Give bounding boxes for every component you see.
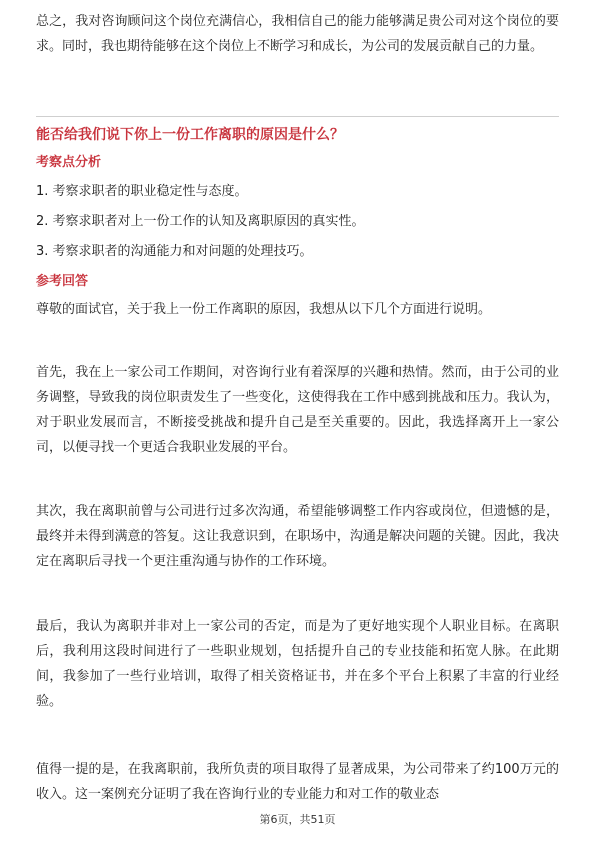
analysis-item-1: 1. 考察求职者的职业稳定性与态度。: [36, 184, 248, 199]
analysis-item-3: 3. 考察求职者的沟通能力和对问题的处理技巧。: [36, 244, 313, 259]
answer-paragraph-5: 值得一提的是，在我离职前，我所负责的项目取得了显著成果，为公司带来了约100万元的收入。这一案例充分证明了我在咨询行业的专业能力和对工作的敬业态: [36, 762, 559, 802]
analysis-item-2: 2. 考察求职者对上一份工作的认知及离职原因的真实性。: [36, 214, 365, 229]
section-divider: [36, 116, 559, 117]
intro-paragraph: 总之，我对咨询顾问这个岗位充满信心，我相信自己的能力能够满足贵公司对这个岗位的要求。同时，我也期待能够在这个岗位上不断学习和成长，为公司的发展贡献自己的力量。: [36, 14, 559, 54]
page-number: 第6页，共51页: [259, 813, 336, 826]
analysis-heading: 考察点分析: [36, 155, 102, 170]
answer-paragraph-3: 其次，我在离职前曾与公司进行过多次沟通，希望能够调整工作内容或岗位，但遗憾的是，最终并未得到满意的答复。这让我意识到，在职场中，沟通是解决问题的关键。因此，我决定在离职后寻找一个更注重沟通与协作的工作环境。: [36, 504, 559, 569]
answer-paragraph-1: 尊敬的面试官，关于我上一份工作离职的原因，我想从以下几个方面进行说明。: [36, 302, 492, 317]
answer-heading: 参考回答: [36, 274, 89, 289]
question-title: 能否给我们说下你上一份工作离职的原因是什么？: [36, 127, 344, 143]
answer-paragraph-4: 最后，我认为离职并非对上一家公司的否定，而是为了更好地实现个人职业目标。在离职后，我利用这段时间进行了一些职业规划，包括提升自己的专业技能和拓宽人脉。在此期间，我参加了一些行业培训，取得了相关资格证书，并在多个平台上积累了丰富的行业经验。: [36, 619, 559, 709]
answer-paragraph-2: 首先，我在上一家公司工作期间，对咨询行业有着深厚的兴趣和热情。然而，由于公司的业务调整，导致我的岗位职责发生了一些变化，这使得我在工作中感到挑战和压力。我认为，对于职业发展而言，不断接受挑战和提升自己是至关重要的。因此，我选择离开上一家公司，以便寻找一个更适合我职业发展的平台。: [36, 365, 559, 455]
